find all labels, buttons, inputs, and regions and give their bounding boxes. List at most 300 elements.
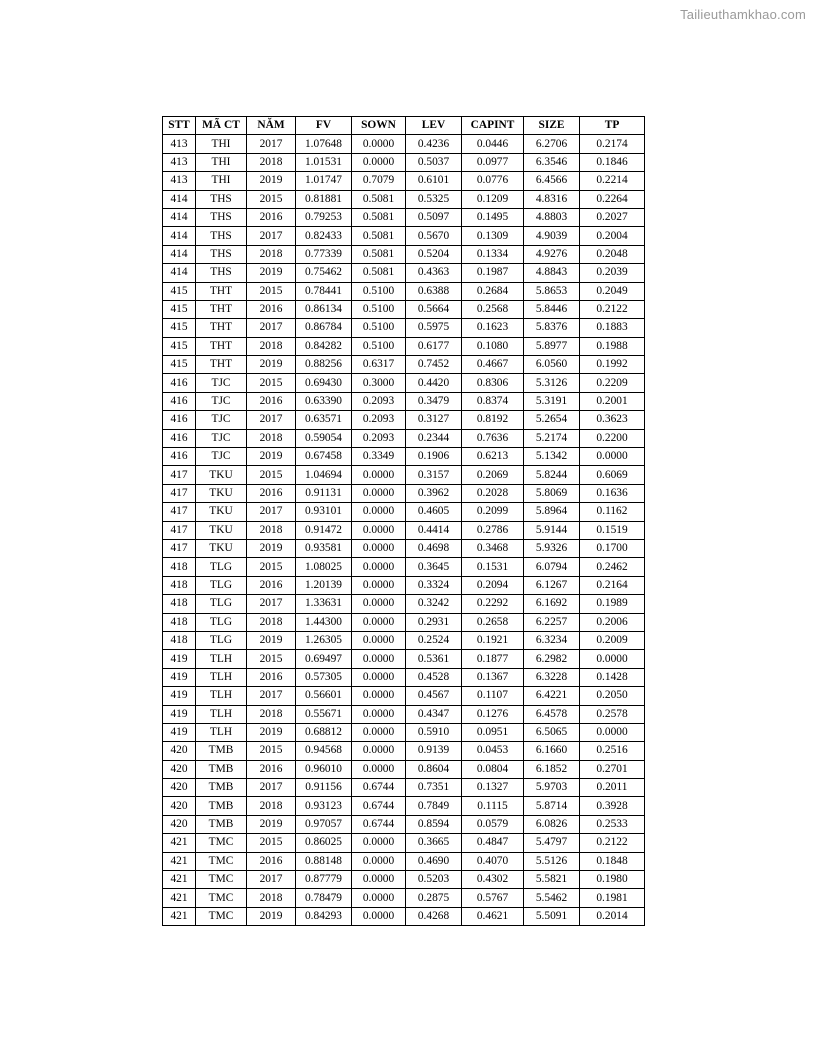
table-cell: 5.9703 xyxy=(524,779,580,797)
table-cell: 0.2164 xyxy=(580,576,645,594)
table-cell: 2015 xyxy=(247,742,296,760)
table-cell: 2017 xyxy=(247,503,296,521)
table-cell: 0.3468 xyxy=(462,539,524,557)
table-cell: 2016 xyxy=(247,668,296,686)
table-cell: TKU xyxy=(196,484,247,502)
table-row xyxy=(163,742,645,760)
table-row xyxy=(163,539,645,557)
table-cell: 420 xyxy=(163,742,196,760)
table-cell: 0.1846 xyxy=(580,153,645,171)
table-cell: 0.6069 xyxy=(580,466,645,484)
table-cell: 0.2344 xyxy=(406,429,462,447)
column-header: FV xyxy=(296,117,352,135)
table-cell: 6.3234 xyxy=(524,631,580,649)
table-cell: 2019 xyxy=(247,631,296,649)
table-cell: 0.0000 xyxy=(352,834,406,852)
table-cell: 414 xyxy=(163,264,196,282)
table-cell: 5.8446 xyxy=(524,300,580,318)
table-cell: 417 xyxy=(163,484,196,502)
table-cell: 418 xyxy=(163,576,196,594)
table-cell: 0.0000 xyxy=(352,466,406,484)
table-row xyxy=(163,484,645,502)
table-row xyxy=(163,889,645,907)
table-cell: 0.0000 xyxy=(352,576,406,594)
table-cell: 6.2257 xyxy=(524,613,580,631)
watermark-text: Tailieuthamkhao.com xyxy=(680,7,806,22)
table-cell: 2018 xyxy=(247,889,296,907)
table-cell: 0.86134 xyxy=(296,300,352,318)
table-cell: 0.5361 xyxy=(406,650,462,668)
table-cell: 0.7452 xyxy=(406,356,462,374)
table-cell: 414 xyxy=(163,245,196,263)
table-cell: 5.8069 xyxy=(524,484,580,502)
table-row xyxy=(163,392,645,410)
table-row xyxy=(163,356,645,374)
table-cell: 2016 xyxy=(247,300,296,318)
table-cell: 0.1883 xyxy=(580,319,645,337)
table-cell: 0.0000 xyxy=(352,760,406,778)
table-cell: 0.3324 xyxy=(406,576,462,594)
table-cell: TKU xyxy=(196,521,247,539)
table-cell: 0.1334 xyxy=(462,245,524,263)
table-cell: 0.0453 xyxy=(462,742,524,760)
table-cell: TKU xyxy=(196,503,247,521)
table-cell: 0.5081 xyxy=(352,264,406,282)
table-cell: 6.1692 xyxy=(524,595,580,613)
table-cell: 0.6744 xyxy=(352,779,406,797)
table-cell: 420 xyxy=(163,760,196,778)
table-cell: 0.2050 xyxy=(580,687,645,705)
table-cell: TLG xyxy=(196,613,247,631)
table-cell: 0.5767 xyxy=(462,889,524,907)
table-cell: 413 xyxy=(163,172,196,190)
table-cell: 1.44300 xyxy=(296,613,352,631)
table-cell: TLG xyxy=(196,558,247,576)
table-cell: 0.5325 xyxy=(406,190,462,208)
table-cell: 418 xyxy=(163,613,196,631)
table-cell: THS xyxy=(196,227,247,245)
table-cell: 0.4363 xyxy=(406,264,462,282)
table-cell: 6.1267 xyxy=(524,576,580,594)
table-cell: 0.2093 xyxy=(352,411,406,429)
table-cell: 0.6101 xyxy=(406,172,462,190)
table-cell: 0.0776 xyxy=(462,172,524,190)
table-cell: 6.5065 xyxy=(524,723,580,741)
table-cell: 0.2658 xyxy=(462,613,524,631)
table-cell: 417 xyxy=(163,466,196,484)
table-cell: 0.1080 xyxy=(462,337,524,355)
table-cell: 416 xyxy=(163,429,196,447)
table-cell: 0.1495 xyxy=(462,208,524,226)
table-cell: 2019 xyxy=(247,815,296,833)
table-cell: 0.0000 xyxy=(352,742,406,760)
table-cell: 0.2568 xyxy=(462,300,524,318)
table-cell: 2018 xyxy=(247,337,296,355)
table-cell: 0.78441 xyxy=(296,282,352,300)
table-cell: 0.4420 xyxy=(406,374,462,392)
table-cell: 0.0000 xyxy=(352,723,406,741)
table-cell: 0.6744 xyxy=(352,815,406,833)
table-cell: TMB xyxy=(196,797,247,815)
table-cell: 0.2786 xyxy=(462,521,524,539)
table-body xyxy=(163,135,645,926)
table-cell: 0.3665 xyxy=(406,834,462,852)
table-row xyxy=(163,319,645,337)
table-cell: 0.5975 xyxy=(406,319,462,337)
table-cell: 0.5100 xyxy=(352,282,406,300)
table-row xyxy=(163,705,645,723)
table-cell: 0.6744 xyxy=(352,797,406,815)
table-cell: 0.91131 xyxy=(296,484,352,502)
table-cell: TJC xyxy=(196,448,247,466)
table-row xyxy=(163,521,645,539)
table-cell: 0.4302 xyxy=(462,871,524,889)
table-cell: TKU xyxy=(196,539,247,557)
table-row xyxy=(163,264,645,282)
table-cell: TJC xyxy=(196,411,247,429)
table-cell: 419 xyxy=(163,705,196,723)
table-cell: 0.1162 xyxy=(580,503,645,521)
table-row xyxy=(163,558,645,576)
table-cell: TMC xyxy=(196,907,247,925)
table-cell: 2018 xyxy=(247,797,296,815)
table-cell: 0.1992 xyxy=(580,356,645,374)
table-cell: 0.78479 xyxy=(296,889,352,907)
table-cell: THT xyxy=(196,337,247,355)
table-cell: 413 xyxy=(163,153,196,171)
table-cell: 0.0000 xyxy=(352,613,406,631)
table-cell: 0.2264 xyxy=(580,190,645,208)
table-cell: 420 xyxy=(163,815,196,833)
table-cell: TLG xyxy=(196,595,247,613)
table-cell: 0.0000 xyxy=(352,705,406,723)
table-cell: 0.63390 xyxy=(296,392,352,410)
table-cell: 0.1623 xyxy=(462,319,524,337)
table-cell: 2016 xyxy=(247,392,296,410)
table-cell: 0.94568 xyxy=(296,742,352,760)
table-cell: 0.5081 xyxy=(352,208,406,226)
table-cell: THS xyxy=(196,190,247,208)
table-cell: 6.4566 xyxy=(524,172,580,190)
table-row xyxy=(163,300,645,318)
table-cell: 0.0000 xyxy=(352,521,406,539)
table-cell: 0.97057 xyxy=(296,815,352,833)
table-cell: 0.2516 xyxy=(580,742,645,760)
column-header: SIZE xyxy=(524,117,580,135)
table-cell: 0.55671 xyxy=(296,705,352,723)
table-cell: 0.2701 xyxy=(580,760,645,778)
table-cell: 6.1852 xyxy=(524,760,580,778)
table-cell: 0.2048 xyxy=(580,245,645,263)
table-cell: THI xyxy=(196,135,247,153)
table-cell: 2017 xyxy=(247,135,296,153)
table-cell: 2018 xyxy=(247,429,296,447)
table-row xyxy=(163,576,645,594)
table-cell: 5.2654 xyxy=(524,411,580,429)
table-cell: 0.2028 xyxy=(462,484,524,502)
table-cell: 0.5037 xyxy=(406,153,462,171)
table-cell: 0.2200 xyxy=(580,429,645,447)
table-row xyxy=(163,631,645,649)
table-cell: 0.4698 xyxy=(406,539,462,557)
table-row xyxy=(163,337,645,355)
table-cell: 0.79253 xyxy=(296,208,352,226)
table-cell: 0.86784 xyxy=(296,319,352,337)
table-cell: TLG xyxy=(196,631,247,649)
table-cell: 0.0000 xyxy=(352,871,406,889)
table-cell: 0.81881 xyxy=(296,190,352,208)
table-cell: THT xyxy=(196,300,247,318)
table-row xyxy=(163,466,645,484)
table-cell: 0.7636 xyxy=(462,429,524,447)
table-cell: 0.2039 xyxy=(580,264,645,282)
table-cell: 420 xyxy=(163,797,196,815)
table-cell: 5.3191 xyxy=(524,392,580,410)
table-cell: 0.0951 xyxy=(462,723,524,741)
table-cell: 2017 xyxy=(247,411,296,429)
table-cell: 0.3349 xyxy=(352,448,406,466)
table-cell: 0.6317 xyxy=(352,356,406,374)
table-cell: 0.3242 xyxy=(406,595,462,613)
table-row xyxy=(163,135,645,153)
table-cell: 0.2027 xyxy=(580,208,645,226)
table-cell: 0.2209 xyxy=(580,374,645,392)
table-cell: 0.0000 xyxy=(352,595,406,613)
table-cell: 0.4567 xyxy=(406,687,462,705)
table-row xyxy=(163,668,645,686)
table-cell: 0.82433 xyxy=(296,227,352,245)
table-cell: 0.0000 xyxy=(352,484,406,502)
table-cell: 2018 xyxy=(247,245,296,263)
table-cell: 1.26305 xyxy=(296,631,352,649)
table-cell: 5.8964 xyxy=(524,503,580,521)
table-cell: 0.3928 xyxy=(580,797,645,815)
table-cell: 2017 xyxy=(247,687,296,705)
table-cell: 2016 xyxy=(247,852,296,870)
table-cell: 2015 xyxy=(247,374,296,392)
column-header: MÃ CT xyxy=(196,117,247,135)
table-cell: 0.1988 xyxy=(580,337,645,355)
table-cell: 0.1848 xyxy=(580,852,645,870)
table-cell: 0.2524 xyxy=(406,631,462,649)
table-cell: 4.8316 xyxy=(524,190,580,208)
table-cell: 0.5097 xyxy=(406,208,462,226)
table-cell: 0.75462 xyxy=(296,264,352,282)
table-cell: 0.7849 xyxy=(406,797,462,815)
table-cell: 2019 xyxy=(247,356,296,374)
table-cell: 0.0000 xyxy=(352,852,406,870)
table-cell: 0.1989 xyxy=(580,595,645,613)
table-cell: 0.1906 xyxy=(406,448,462,466)
table-cell: 0.93581 xyxy=(296,539,352,557)
table-cell: 0.1531 xyxy=(462,558,524,576)
table-cell: TMB xyxy=(196,815,247,833)
table-cell: 0.5081 xyxy=(352,227,406,245)
table-cell: TMB xyxy=(196,779,247,797)
table-cell: 0.0446 xyxy=(462,135,524,153)
table-row xyxy=(163,797,645,815)
table-row xyxy=(163,834,645,852)
table-cell: 416 xyxy=(163,392,196,410)
table-row xyxy=(163,760,645,778)
table-cell: TKU xyxy=(196,466,247,484)
table-row xyxy=(163,595,645,613)
table-cell: 0.8594 xyxy=(406,815,462,833)
table-cell: TLH xyxy=(196,668,247,686)
table-cell: 0.2931 xyxy=(406,613,462,631)
table-cell: 4.9276 xyxy=(524,245,580,263)
table-cell: 5.5126 xyxy=(524,852,580,870)
table-cell: 0.5081 xyxy=(352,245,406,263)
table-cell: 0.8374 xyxy=(462,392,524,410)
table-cell: 0.2009 xyxy=(580,631,645,649)
table-cell: 5.5462 xyxy=(524,889,580,907)
column-header: STT xyxy=(163,117,196,135)
table-cell: 0.63571 xyxy=(296,411,352,429)
table-cell: 6.0560 xyxy=(524,356,580,374)
table-cell: 415 xyxy=(163,356,196,374)
table-cell: 2019 xyxy=(247,723,296,741)
table-cell: 415 xyxy=(163,300,196,318)
table-cell: 5.9144 xyxy=(524,521,580,539)
table-row xyxy=(163,723,645,741)
column-header: CAPINT xyxy=(462,117,524,135)
table-cell: 417 xyxy=(163,503,196,521)
table-cell: 0.69430 xyxy=(296,374,352,392)
table-cell: 2017 xyxy=(247,319,296,337)
table-cell: 417 xyxy=(163,539,196,557)
table-cell: TMC xyxy=(196,852,247,870)
table-row xyxy=(163,227,645,245)
table-cell: 416 xyxy=(163,374,196,392)
table-cell: 0.0000 xyxy=(352,558,406,576)
table-cell: 0.91472 xyxy=(296,521,352,539)
table-cell: 2015 xyxy=(247,190,296,208)
table-cell: 0.0000 xyxy=(580,650,645,668)
table-cell: 5.3126 xyxy=(524,374,580,392)
table-cell: 414 xyxy=(163,190,196,208)
table-row xyxy=(163,503,645,521)
table-cell: TMC xyxy=(196,889,247,907)
table-cell: 0.0977 xyxy=(462,153,524,171)
table-cell: 0.4847 xyxy=(462,834,524,852)
table-cell: 5.8244 xyxy=(524,466,580,484)
table-cell: 0.2093 xyxy=(352,429,406,447)
table-cell: 0.7079 xyxy=(352,172,406,190)
table-cell: 420 xyxy=(163,779,196,797)
table-cell: 0.1980 xyxy=(580,871,645,889)
table-cell: 1.33631 xyxy=(296,595,352,613)
table-cell: 0.93101 xyxy=(296,503,352,521)
table-cell: 0.2006 xyxy=(580,613,645,631)
table-cell: 0.1981 xyxy=(580,889,645,907)
table-cell: 5.8977 xyxy=(524,337,580,355)
table-cell: 418 xyxy=(163,558,196,576)
table-cell: 0.5203 xyxy=(406,871,462,889)
table-row xyxy=(163,650,645,668)
table-cell: TLH xyxy=(196,650,247,668)
table-cell: 0.77339 xyxy=(296,245,352,263)
table-cell: THI xyxy=(196,153,247,171)
table-cell: 4.8803 xyxy=(524,208,580,226)
table-cell: 2015 xyxy=(247,834,296,852)
table-cell: 0.4621 xyxy=(462,907,524,925)
table-cell: 2015 xyxy=(247,466,296,484)
table-cell: 0.0804 xyxy=(462,760,524,778)
table-row xyxy=(163,190,645,208)
table-cell: 0.1921 xyxy=(462,631,524,649)
table-cell: 0.1636 xyxy=(580,484,645,502)
table-cell: 0.8192 xyxy=(462,411,524,429)
table-cell: 2019 xyxy=(247,264,296,282)
table-cell: THT xyxy=(196,282,247,300)
table-cell: 0.9139 xyxy=(406,742,462,760)
table-cell: 0.6177 xyxy=(406,337,462,355)
table-cell: 421 xyxy=(163,889,196,907)
table-cell: 0.1309 xyxy=(462,227,524,245)
table-cell: 0.84282 xyxy=(296,337,352,355)
table-cell: 0.0000 xyxy=(352,650,406,668)
table-cell: 0.0000 xyxy=(580,448,645,466)
table-cell: 421 xyxy=(163,907,196,925)
table-cell: 0.5100 xyxy=(352,337,406,355)
table-cell: 0.5100 xyxy=(352,300,406,318)
table-cell: 0.0000 xyxy=(352,539,406,557)
table-cell: 0.2122 xyxy=(580,300,645,318)
table-cell: 0.56601 xyxy=(296,687,352,705)
table-cell: THT xyxy=(196,319,247,337)
table-cell: 414 xyxy=(163,208,196,226)
data-table xyxy=(162,116,645,926)
table-cell: 418 xyxy=(163,631,196,649)
column-header: TP xyxy=(580,117,645,135)
table-cell: THS xyxy=(196,264,247,282)
table-cell: 6.4221 xyxy=(524,687,580,705)
table-row xyxy=(163,153,645,171)
table-cell: 0.1107 xyxy=(462,687,524,705)
table-cell: 5.8653 xyxy=(524,282,580,300)
table-cell: 2015 xyxy=(247,650,296,668)
table-row xyxy=(163,208,645,226)
table-cell: 0.69497 xyxy=(296,650,352,668)
table-row xyxy=(163,779,645,797)
table-cell: 2018 xyxy=(247,521,296,539)
table-cell: 5.5821 xyxy=(524,871,580,889)
table-cell: 0.67458 xyxy=(296,448,352,466)
table-cell: TLH xyxy=(196,705,247,723)
table-cell: 416 xyxy=(163,411,196,429)
table-cell: 6.3228 xyxy=(524,668,580,686)
table-cell: 2019 xyxy=(247,448,296,466)
table-cell: 6.2706 xyxy=(524,135,580,153)
table-cell: 5.8376 xyxy=(524,319,580,337)
table-cell: 6.0826 xyxy=(524,815,580,833)
table-cell: 419 xyxy=(163,687,196,705)
table-header-row xyxy=(163,117,645,135)
table-cell: TJC xyxy=(196,429,247,447)
table-cell: TLH xyxy=(196,723,247,741)
table-cell: TJC xyxy=(196,374,247,392)
table-row xyxy=(163,172,645,190)
table-cell: 0.8604 xyxy=(406,760,462,778)
table-cell: 0.2093 xyxy=(352,392,406,410)
table-cell: 0.2094 xyxy=(462,576,524,594)
table-cell: 0.2004 xyxy=(580,227,645,245)
table-cell: THI xyxy=(196,172,247,190)
table-cell: 2019 xyxy=(247,539,296,557)
table-cell: 417 xyxy=(163,521,196,539)
table-cell: 5.5091 xyxy=(524,907,580,925)
